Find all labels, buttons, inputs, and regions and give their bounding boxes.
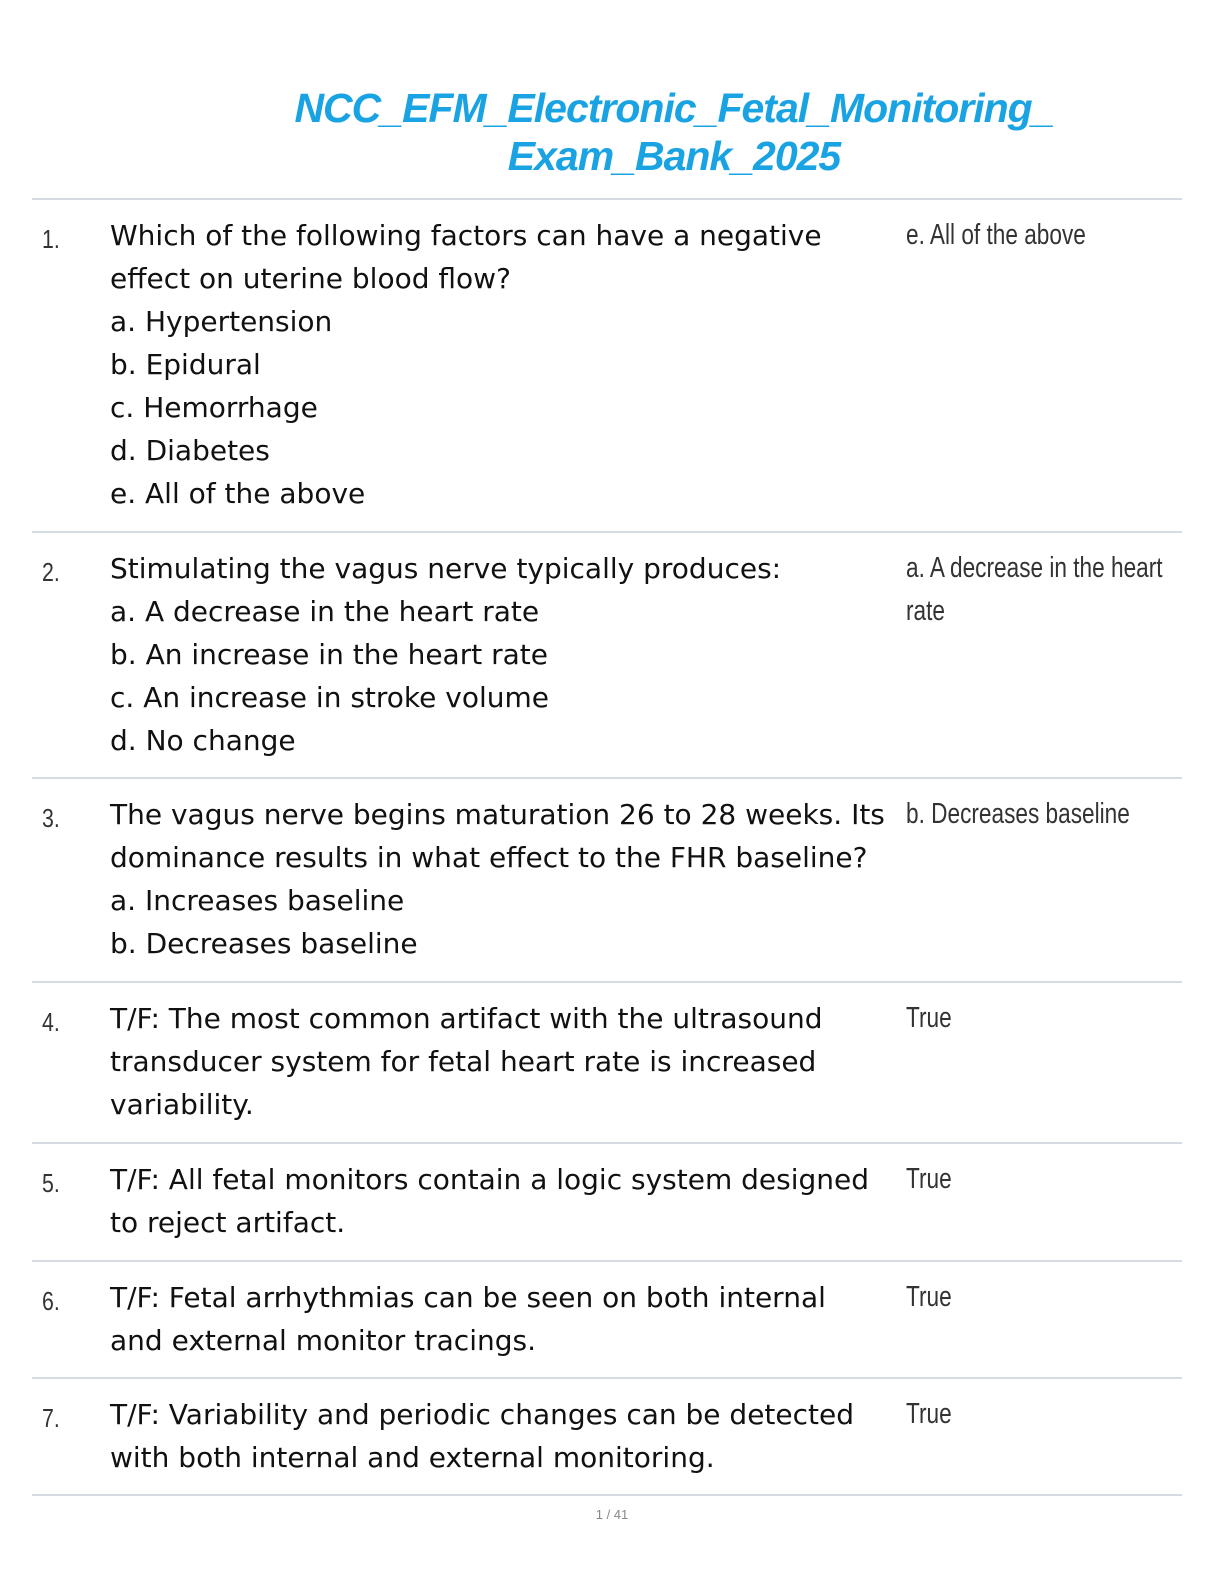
question-line: to reject artifact. xyxy=(110,1206,346,1239)
answer-line: True xyxy=(906,1163,952,1195)
question-line: Which of the following factors can have a negative xyxy=(110,219,822,252)
answer-option: a. Hypertension xyxy=(110,305,333,338)
question-number: 1. xyxy=(42,224,60,254)
answer-line: True xyxy=(906,1002,952,1034)
question-line: T/F: Fetal arrhythmias can be seen on both internal xyxy=(110,1281,826,1314)
question-number: 4. xyxy=(42,1007,60,1037)
question-row-6 xyxy=(32,1262,1182,1379)
answer-line: rate xyxy=(906,595,945,627)
document-title xyxy=(200,84,1148,180)
answer-option: c. An increase in stroke volume xyxy=(110,681,550,714)
page-number: 1 / 41 xyxy=(595,1507,629,1522)
answer-line: b. Decreases baseline xyxy=(906,798,1130,830)
answer-option: d. No change xyxy=(110,724,296,757)
answer-line: True xyxy=(906,1398,952,1430)
correct-answer xyxy=(906,1276,1132,1319)
question-row-1 xyxy=(32,200,1182,533)
question-text xyxy=(110,793,910,965)
question-text xyxy=(110,1393,910,1479)
question-row-4 xyxy=(32,983,1182,1144)
answer-line: e. All of the above xyxy=(906,219,1086,251)
answer-option: b. Epidural xyxy=(110,348,261,381)
question-text xyxy=(110,997,910,1126)
question-line: effect on uterine blood flow? xyxy=(110,262,511,295)
question-text xyxy=(110,547,910,762)
answer-option: e. All of the above xyxy=(110,477,366,510)
correct-answer xyxy=(906,793,1132,836)
correct-answer xyxy=(906,547,1163,633)
question-line: Stimulating the vagus nerve typically produces: xyxy=(110,552,782,585)
correct-answer xyxy=(906,997,1132,1040)
answer-option: b. Decreases baseline xyxy=(110,927,418,960)
question-number: 2. xyxy=(42,557,60,587)
question-text xyxy=(110,1158,910,1244)
question-text xyxy=(110,214,910,515)
question-list xyxy=(32,198,1182,1496)
question-number: 7. xyxy=(42,1403,60,1433)
question-line: dominance results in what effect to the FHR baseline? xyxy=(110,841,868,874)
answer-option: c. Hemorrhage xyxy=(110,391,318,424)
answer-option: a. Increases baseline xyxy=(110,884,405,917)
answer-option: a. A decrease in the heart rate xyxy=(110,595,540,628)
question-line: with both internal and external monitoring. xyxy=(110,1441,715,1474)
answer-option: b. An increase in the heart rate xyxy=(110,638,548,671)
question-line: The vagus nerve begins maturation 26 to 28 weeks. Its xyxy=(110,798,885,831)
question-line: T/F: Variability and periodic changes can be detected xyxy=(110,1398,855,1431)
question-number: 3. xyxy=(42,803,60,833)
correct-answer xyxy=(906,214,1132,257)
question-number: 6. xyxy=(42,1286,60,1316)
correct-answer xyxy=(906,1393,1132,1436)
question-text xyxy=(110,1276,910,1362)
question-line: and external monitor tracings. xyxy=(110,1324,536,1357)
question-line: T/F: All fetal monitors contain a logic system designed xyxy=(110,1163,870,1196)
question-row-5 xyxy=(32,1144,1182,1262)
question-row-7 xyxy=(32,1379,1182,1496)
correct-answer xyxy=(906,1158,1132,1201)
question-row-3 xyxy=(32,779,1182,983)
answer-line: a. A decrease in the heart xyxy=(906,552,1163,584)
document-title-line-1: NCC_EFM_Electronic_Fetal_Monitoring_ xyxy=(294,85,1054,131)
question-row-2 xyxy=(32,533,1182,779)
question-line: variability. xyxy=(110,1088,254,1121)
document-title-line-2: Exam_Bank_2025 xyxy=(507,133,841,179)
answer-option: d. Diabetes xyxy=(110,434,270,467)
answer-line: True xyxy=(906,1281,952,1313)
question-line: transducer system for fetal heart rate is increased xyxy=(110,1045,817,1078)
question-number: 5. xyxy=(42,1168,60,1198)
question-line: T/F: The most common artifact with the ultrasound xyxy=(110,1002,823,1035)
